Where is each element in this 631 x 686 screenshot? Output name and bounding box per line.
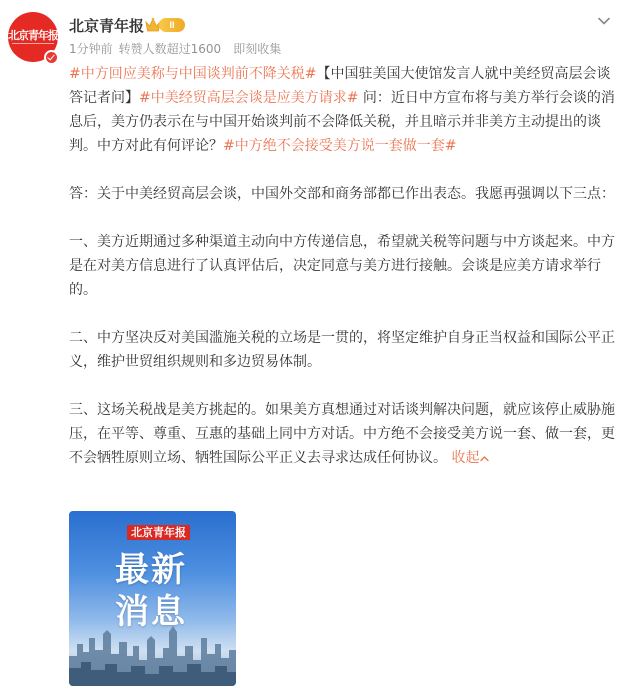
vip-level: II (159, 18, 185, 32)
image-brand-text: 北京青年报 (127, 525, 190, 540)
point-two-paragraph: 二、中方坚决反对美国滥施关税的立场是一贯的，将坚定维护自身正当权益和国际公平正义，维护世贸组织规则和多边贸易体制。 (69, 330, 615, 370)
collapse-button[interactable] (451, 450, 489, 466)
collapse-label: 收起 (451, 450, 480, 466)
image-title-line-2: 消息 (115, 592, 187, 632)
hashtag-link[interactable]: #中美经贸高层会谈是应美方请求# (139, 90, 359, 106)
hashtag-link[interactable]: #中方回应美称与中国谈判前不降关税# (69, 66, 317, 82)
vip-badge[interactable] (144, 16, 188, 34)
post-image[interactable] (69, 511, 236, 686)
avatar-logo-text: 北京青年报 (8, 29, 58, 42)
verified-badge-icon (44, 50, 59, 65)
repost-count: 转赞人数超过1600 (118, 42, 222, 56)
post-meta (69, 40, 287, 57)
image-title-line-1: 最新 (115, 550, 187, 590)
hashtag-link[interactable]: #中方绝不会接受美方说一套做一套# (223, 138, 457, 154)
post-source[interactable]: 即刻收集 (233, 42, 282, 56)
city-skyline-image (69, 616, 236, 686)
avatar-divider (12, 43, 54, 44)
intro-text: 【中国驻美国大使馆发言人就中美经贸高层会谈答记者问】 (69, 66, 611, 106)
post-time[interactable]: 1分钟前 (69, 42, 113, 56)
point-three-paragraph (69, 398, 617, 470)
post-body (69, 62, 617, 470)
avatar[interactable] (8, 12, 58, 62)
answer-paragraph: 答：关于中美经贸高层会谈，中国外交部和商务部都已作出表态。我愿再强调以下三点： (69, 186, 615, 202)
post-header (8, 8, 623, 58)
chevron-down-icon[interactable] (597, 14, 611, 28)
chevron-up-icon (480, 454, 489, 463)
intro-question: 问：近日中方宣布将与美方举行会谈的消息后，美方仍表示在与中国开始谈判前不会降低关税，并且暗示并非美方主动提出的谈判。中方对此有何评论？ (69, 90, 615, 154)
post-intro (69, 62, 617, 158)
author-name[interactable]: 北京青年报 (69, 17, 145, 35)
point-three-text: 三、这场关税战是美方挑起的。如果美方真想通过对话谈判解决问题，就应该停止威胁施压，在平等、尊重、互惠的基础上同中方对话。中方绝不会接受美方说一套、做一套，更不会牺牲原则立场、牺牲国际公平正义去寻求达成任何协议。 (69, 402, 615, 466)
point-one-paragraph: 一、美方近期通过多种渠道主动向中方传递信息，希望就关税等问题与中方谈起来。中方是在对美方信息进行了认真评估后，决定同意与美方进行接触。会谈是应美方请求举行的。 (69, 234, 615, 298)
